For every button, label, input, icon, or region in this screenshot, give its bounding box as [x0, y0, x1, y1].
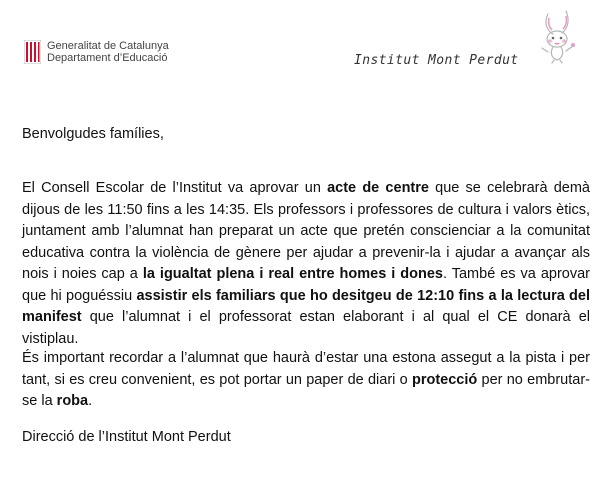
paragraph-event-announcement	[22, 178, 590, 350]
p1-bold-event: acte de centre	[327, 180, 429, 196]
bunny-mascot-icon	[526, 8, 590, 64]
p1-text-4: que l’alumnat i el professorat estan elaborant i al qual el CE donarà el vistiplau.	[22, 309, 590, 347]
signature: Direcció de l’Institut Mont Perdut	[22, 429, 231, 445]
p1-text-1: El Consell Escolar de l’Institut va aprovar un	[22, 180, 328, 196]
paragraph-reminder	[22, 348, 590, 413]
p1-bold-equality: la igualtat plena i real entre homes i dones	[142, 266, 443, 282]
gencat-name: Generalitat de Catalunya	[47, 40, 169, 52]
p1-text-3: . També es va aprovar que hi poguéssiu	[22, 266, 590, 304]
p2-text-1: És important recordar a l’alumnat que haurà d’estar una estona assegut a la pista i per tant, si es creu convenient, es pot portar un paper de diari o	[22, 350, 590, 388]
p1-bold-families: assistir els familiars que ho desitgeu de 12:10 fins a la lectura del manifest	[22, 287, 591, 325]
p2-bold-clothes: roba	[56, 393, 89, 409]
gencat-header	[24, 40, 169, 64]
p2-bold-protection: protecció	[411, 371, 478, 388]
gencat-text	[47, 40, 169, 64]
p2-text-2: per no embrutar-se la	[22, 371, 590, 409]
p2-text-3: .	[88, 393, 93, 409]
senyera-logo-icon	[24, 40, 41, 64]
p1-text-2: que se celebrarà demà dijous de les 11:50 fins a les 14:35. Els professors i professores de cultura i valors ètics, juntament amb l’alumnat han preparat un acte que pretén conscienciar a la comunitat educativa contra la violència de gènere per ajudar a prevenir-la i ajudar a avançar als nois i noies cap a	[22, 180, 590, 282]
greeting: Benvolgudes famílies,	[22, 126, 164, 142]
department-name: Departament d’Educació	[47, 52, 168, 64]
school-name: Institut Mont Perdut	[354, 53, 519, 68]
